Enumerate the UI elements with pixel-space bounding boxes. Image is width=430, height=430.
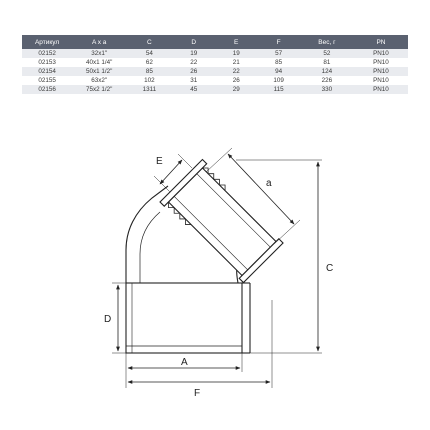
table-cell: 32x1" — [72, 49, 126, 58]
table-cell: PN10 — [354, 67, 408, 76]
table-cell: 29 — [215, 85, 257, 94]
label-e: E — [156, 156, 163, 167]
label-a: A — [181, 357, 188, 368]
dim-e-line — [160, 160, 182, 184]
dim-a-small-ext-2 — [274, 220, 300, 244]
table-cell: 63x2" — [72, 76, 126, 85]
table-cell: 02155 — [22, 76, 72, 85]
dim-a-small-ext-1 — [206, 148, 232, 172]
header-d: D — [173, 35, 215, 49]
table-cell: PN10 — [354, 76, 408, 85]
table-cell: 1311 — [126, 85, 172, 94]
table-cell: 26 — [215, 76, 257, 85]
table-cell: 40x1 1/4" — [72, 58, 126, 67]
table-cell: 226 — [300, 76, 354, 85]
elbow-outer-wall-inner — [140, 212, 160, 283]
header-e: E — [215, 35, 257, 49]
table-cell: 26 — [173, 67, 215, 76]
table-cell: 57 — [257, 49, 299, 58]
table-cell: 22 — [173, 58, 215, 67]
table-cell: 50x1 1/2" — [72, 67, 126, 76]
table-cell: PN10 — [354, 49, 408, 58]
table-cell: 94 — [257, 67, 299, 76]
table-cell: 115 — [257, 85, 299, 94]
table-cell: 330 — [300, 85, 354, 94]
table-cell: 109 — [257, 76, 299, 85]
table-cell: PN10 — [354, 85, 408, 94]
header-weight: Вес, г — [300, 35, 354, 49]
table-cell: 02153 — [22, 58, 72, 67]
header-pn: PN — [354, 35, 408, 49]
table-cell: 124 — [300, 67, 354, 76]
table-cell: 02154 — [22, 67, 72, 76]
label-f: F — [194, 388, 201, 399]
header-article: Артикул — [22, 35, 72, 49]
label-c: C — [326, 263, 334, 274]
table-cell: 85 — [126, 67, 172, 76]
table-cell: 62 — [126, 58, 172, 67]
table-cell: 102 — [126, 76, 172, 85]
label-d: D — [104, 314, 112, 325]
table-cell: 54 — [126, 49, 172, 58]
table-cell: 52 — [300, 49, 354, 58]
table-cell: 31 — [173, 76, 215, 85]
table-cell: 45 — [173, 85, 215, 94]
lower-socket — [126, 283, 242, 353]
header-f: F — [257, 35, 299, 49]
table-cell: 75x2 1/2" — [72, 85, 126, 94]
table-cell: 85 — [257, 58, 299, 67]
table-cell: 02152 — [22, 49, 72, 58]
dim-e-ext-2 — [178, 154, 192, 168]
label-a-small: a — [266, 178, 272, 189]
dim-e-ext-1 — [154, 176, 170, 192]
table-cell: 21 — [215, 58, 257, 67]
table-cell: 19 — [173, 49, 215, 58]
header-size: A x a — [72, 35, 126, 49]
table-cell: 02156 — [22, 85, 72, 94]
table-cell: 19 — [215, 49, 257, 58]
table-cell: 22 — [215, 67, 257, 76]
table-cell: 81 — [300, 58, 354, 67]
table-cell: PN10 — [354, 58, 408, 67]
header-c: C — [126, 35, 172, 49]
